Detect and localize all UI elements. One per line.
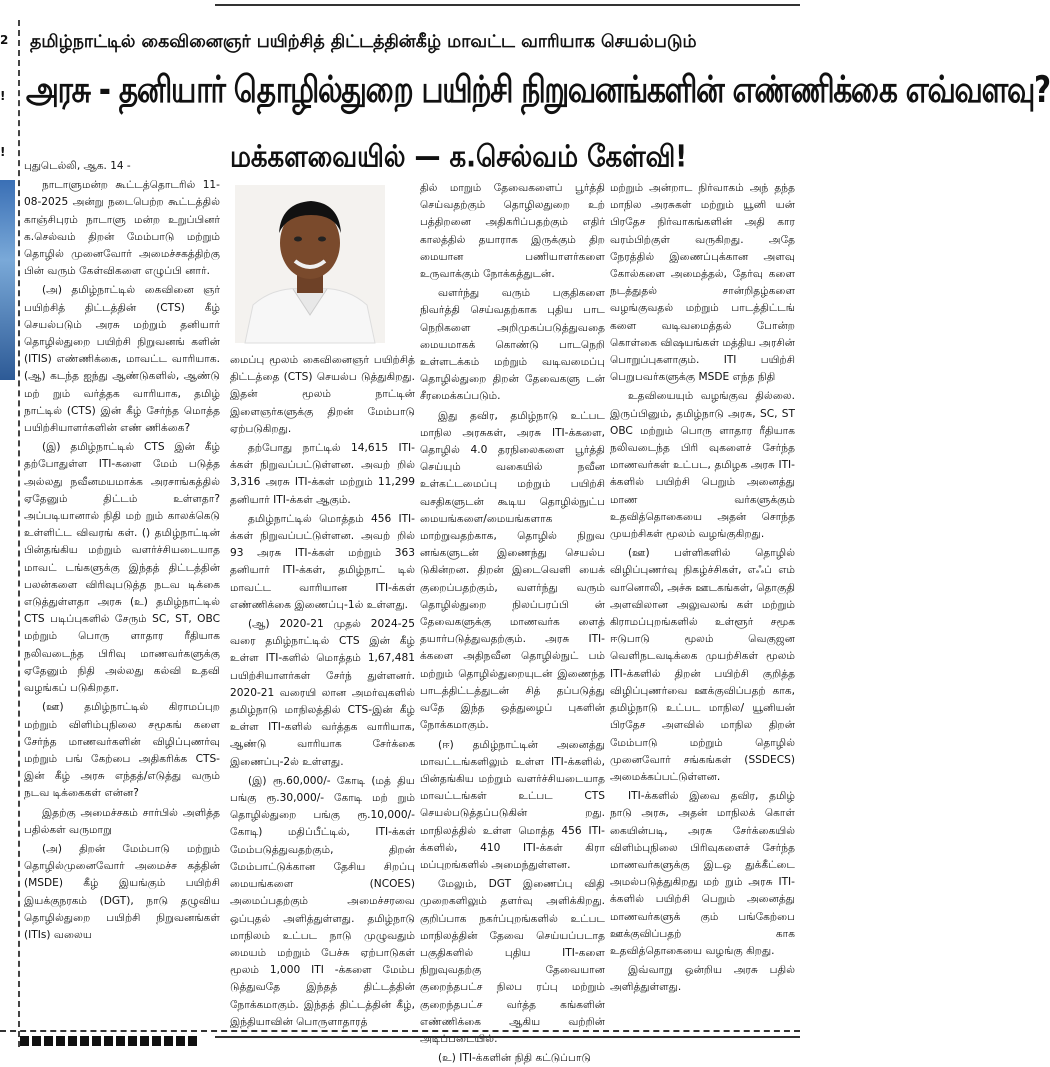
- paragraph: உதவியையும் வழங்குவ தில்லை. இருப்பினும், தமிழ்நாடு அரசு, SC, ST OBC மற்றும் பொரு ளாதார ரீதியாக நலிவடைந்த பிரி வுகளைச் சேர்ந்த மாணவர்கள் உட்பட, தமிழக அரசு ITI-க்களில் பயிற்சி பெறும் அனைத்து மாண வர்களுக்கும் உதவித்தொகையை அதன் சொந்த முயற்சிகள் மூலம் வழங்குகிறது.: [610, 390, 795, 541]
- paragraph: (அ) திறன் மேம்பாடு மற்றும் தொழில்முனைவோர் அமைச்ச கத்தின் (MSDE) கீழ் இயங்கும் பயிற்சி இயக்குநரகம் (DGT), நாடு தழுவிய தொழில்துறை பயிற்சி நிறுவனங்கள் (ITIs) வலைய: [24, 842, 220, 941]
- paragraph: இவ்வாறு ஒன்றிய அரசு பதில் அளித்துள்ளது.: [610, 964, 795, 994]
- article-column-1: [24, 158, 220, 1013]
- paragraph: மற்றும் அன்றாட நிர்வாகம் அந் தந்த மாநில அரசுகள் மற்றும் யூனி யன் பிரதேச நிர்வாகங்களின் அதி கார வரம்பிற்குள் வருகிறது. அதே நேரத்தில் இணைப்புக்கான அளவு கோல்களை அமைத்தல், தேர்வு களை நடத்துதல் சான்றிதழ்களை வழங்குவதல் மற்றும் பாடத்திட்டங் களை வடிவமைத்தல் போன்ற கொள்கை விஷயங்கள் மத்திய அரசின் பொறுப்புகளாகும். ITI பயிற்சி பெறுபவர்களுக்கு MSDE எந்த நிதி: [610, 182, 795, 384]
- paragraph: (இ) ரூ.60,000/- கோடி (மத் திய பங்கு ரூ.30,000/- கோடி மற் றும் தொழில்துறை பங்கு ரூ.10,000/- கோடி) மதிப்பீட்டில், ITI-க்கள் மேம்படுத்துவதற்கும், திறன் மேம்பாட்டுக்கான தேசிய சிறப்பு மையங்களை (NCOES) அமைப்பதற்கும் அமைச்சரவை ஒப்புதல் அளித்துள்ளது. தமிழ்நாடு மாநிலம் உட்பட நாடு முழுவதும் மையம் மற்றும் பேச்சு ஏற்பாடுகள் மூலம் 1,000 ITI -க்களை மேம்ப டுத்துவதே இந்தத் திட்டத்தின் நோக்கமாகும். இந்தத் திட்டத்தின் கீழ், இந்தியாவின் பொருளாதாரத்: [230, 774, 415, 1028]
- paragraph: (உ) ITI-க்களின் நிதி கட்டுப்பாடு: [438, 1052, 591, 1065]
- margin-fragment: !: [0, 89, 6, 103]
- paragraph: (ஈ) தமிழ்நாட்டின் அனைத்து மாவட்டங்களிலும் உள்ள ITI-க்களில், பின்தங்கிய மற்றும் வளர்ச்சியடையாத மாவட்டங்கள் உட்பட CTS செயல்படுத்தப்படுகின் றது. மாநிலத்தில் உள்ள மொத்த 456 ITI-க்களில், 410 ITI-க்கள் கிரா மப்புறங்களில் அமைந்துள்ளன.: [420, 738, 605, 871]
- paragraph: இது தவிர, தமிழ்நாடு உட்பட மாநில அரசுகள், அரசு ITI-க்களை, தொழில் 4.0 தரநிலைகளை பூர்த்தி செய்யும் வகையில் நவீன உள்கட்டமைப்பு மற்றும் பயிற்சி வசதிகளுடன் கூடிய தொழில்நுட்ப மையங்களை/மையங்களாக மாற்றுவதற்காக, தொழில் நிறுவ னங்களுடன் இணைந்து செயல்ப டுகின்றன. திறன் இடைவெளி யைக் குறைப்பதற்கும், வளர்ந்து வரும் தொழில்துறை நிலப்பரப்பி ன் தேவைகளுக்கு மாணவர்க ளைத் தயார்படுத்துவதற்கும். அரசு ITI-க்களை அதிநவீன தொழில்நுட் பம் மற்றும் தொழில்துறையுடன் இணைந்த பாடத்திட்டத்துடன் சித் தப்படுத்து வதே இந்த ஒத்துழைப் புகளின் நோக்கமாகும்.: [420, 409, 605, 732]
- paragraph: இதற்கு அமைச்சகம் சார்பில் அளித்த பதில்கள் வருமாறு: [24, 806, 220, 836]
- paragraph: (ஊ) பள்ளிகளில் தொழில் விழிப்புணர்வு நிகழ்ச்சிகள், எஃப் எம் வானொலி, அச்சு ஊடகங்கள், தொகுதி அளவிலான அலுவலங் கள் மற்றும் கிராமப்புறங்களில் உள்ளூர் சமூக ஈடுபாடு மூலம் வெகுஜன வெளிநடவடிக்கை முயற்சிகள் மூலம் ITI-க்களில் திறன் பயிற்சி குறித்த விழிப்புணர்வை ஊக்குவிப்பதற் காக, தமிழ்நாடு உட்பட மாநில/ யூனியன் பிரதேச அளவில் மாநில திறன் மேம்பாடு மற்றும் தொழில் முனைவோர் சங்கங்கள் (SSDECS) அமைக்கப்பட்டுள்ளன.: [610, 547, 795, 783]
- headline-kicker: தமிழ்நாட்டில் கைவினைஞர் பயிற்சித் திட்டத்தின்கீழ் மாவட்ட வாரியாக செயல்படும்: [30, 32, 697, 52]
- portrait-photo: [235, 185, 385, 343]
- margin-fragment: !: [0, 145, 6, 159]
- paragraph: (ஆ) 2020-21 முதல் 2024-25 வரை தமிழ்நாட்டில் CTS இன் கீழ் உள்ள ITI-களில் மொத்தம் 1,67,481 பயிற்சியாளர்கள் சேர்ந் துள்ளனர். 2020-21 வரையி லான அமர்வுகளில் தமிழ்நாடு மாநிலத்தில் CTS-இன் கீழ் உள்ள ITI-களில் வர்த்தக வாரியாக, ஆண்டு வாரியாக சேர்க்கை இணைப்பு-2ல் உள்ளது.: [230, 618, 415, 768]
- paragraph: (அ) தமிழ்நாட்டில் கைவினை ஞர் பயிற்சித் திட்டத்தின் (CTS) கீழ் செயல்படும் அரசு மற்றும் தனியார் தொழில்துறை பயிற்சி நிறுவனங் களின் (ITIS) எண்ணிக்கை, மாவட்ட வாரியாக. (ஆ) கடந்த ஐந்து ஆண்டுகளில், ஆண்டு மற் றும் வர்த்தக வாரியாக, தமிழ் நாட்டில் (CTS) இன் கீழ் சேர்ந்த மொத்த பயிற்சியாளர்களின் எண் ணிக்கை?: [24, 284, 220, 435]
- paragraph: மைப்பு மூலம் கைவினைஞர் பயிற்சித் திட்டத்தை (CTS) செயல்ப டுத்துகிறது. இதன் மூலம் நாட்டின் இளைஞர்களுக்கு திறன் மேம்பாடு ஏற்படுகிறது.: [230, 354, 415, 435]
- paragraph: தில் மாறும் தேவைகளைப் பூர்த்தி செய்வதற்கும் தொழிலதுறை உற் பத்திறனை அதிகரிப்பதற்கும் எதிர் காலத்தில் தயாராக இருக்கும் திற மையான பணியாளர்களை உருவாக்கும் நோக்கத்துடன்.: [420, 182, 605, 281]
- dateline: புதுடெல்லி, ஆக. 14 -: [24, 160, 131, 172]
- headline-main: அரசு - தனியார் தொழில்துறை பயிற்சி நிறுவனங்களின் எண்ணிக்கை எவ்வளவு?: [26, 68, 1050, 111]
- margin-fragment: 2: [0, 33, 9, 47]
- top-rule: [0, 0, 800, 16]
- article-column-4: [610, 180, 795, 1032]
- paragraph: மேலும், DGT இணைப்பு விதி முறைகளிலும் தளர்வு அளிக்கிறது. குறிப்பாக நகர்ப்புறங்களில் உட்பட மாநிலத்தின் தேவை செய்யப்படாத பகுதிகளில் புதிய ITI-களை நிறுவுவதற்கு தேவையான குறைந்தபட்ச நிலப ரப்பு மற்றும் குறைந்தபட்ச வர்த்த கங்களின் எண்ணிக்கை ஆகிய வற்றின் அடிப்படையில்.: [420, 878, 605, 1045]
- left-margin-adjacent-article: [0, 20, 20, 1047]
- paragraph: நாடாளுமன்ற கூட்டத்தொடரில் 11-08-2025 அன்று நடைபெற்ற கூட்டத்தில் காஞ்சிபுரம் நாடாளு மன்ற உறுப்பினர் க.செல்வம் திறன் மேம்பாடு மற்றும் தொழில் முனைவோர் அமைச்சகத்திற்கு பின் வரும் கேள்விகளை எழுப்பி னார்.: [24, 179, 220, 278]
- paragraph: ITI-க்களில் இவை தவிர, தமிழ் நாடு அரசு, அதன் மாநிலக் கொள் கையின்படி, அரசு சேர்க்கையில் விளிம்புநிலை பிரிவுகளைச் சேர்ந்த மாணவர்களுக்கு இடஒ துக்கீட்டை அமல்படுத்துகிறது மற் றும் அரசு ITI-க்களில் பயிற்சி பெறும் அனைத்து மாணவர்களுக் கும் பங்கேற்பை ஊக்குவிப்பதற் காக உதவித்தொகையை வழங்கு கிறது.: [610, 790, 795, 957]
- portrait-illustration: [235, 185, 385, 343]
- bottom-rule: [0, 1030, 800, 1047]
- paragraph: (ஊ) தமிழ்நாட்டில் கிராமப்புற மற்றும் விளிம்புநிலை சமூகங் களை சேர்ந்த மாணவர்களின் விழிப்புணர்வு மற்றும் பங் கேற்பை அதிகரிக்க CTS-இன் கீழ் அரசு எந்தத்/எடுத்து வரும் நடவ டிக்கைகள் என்ன?: [24, 701, 220, 800]
- paragraph: தமிழ்நாட்டில் மொத்தம் 456 ITI-க்கள் நிறுவப்பட்டுள்ளன. அவற் றில் 93 அரசு ITI-க்கள் மற்றும் 363 தனியார் ITI-க்கள், தமிழ்நாட் டில் மாவட்ட வாரியான ITI-க்கள் எண்ணிக்கை இணைப்பு-1ல் உள்ளது.: [230, 512, 415, 611]
- article-column-2: [230, 352, 415, 1032]
- article-column-3: [420, 180, 605, 1065]
- margin-photo: [0, 180, 15, 380]
- paragraph: வளர்ந்து வரும் பகுதிகளை நிவர்த்தி செய்வதற்காக புதிய பாட நெறிகளை அறிமுகப்படுத்துவதை மையமாகக் கொண்டு பாடநெறி உள்ளடக்கம் மற்றும் வடிவமைப்பு தொழில்துறை திறன் தேவைகளு டன் சீரமைக்கப்படும்.: [420, 287, 605, 403]
- paragraph: (இ) தமிழ்நாட்டில் CTS இன் கீழ் தற்போதுள்ள ITI-களை மேம் படுத்த அல்லது நவீனமயமாக்க அரசாங்கத்தில் ஏதேனும் திட்டம் உள்ளதா? அப்படியானால் நிதி மற் றும் காலக்கெடு உள்ளிட்ட விவரங் கள். () தமிழ்நாட்டின் பின்தங்கிய மற்றும் வளர்ச்சியடையாத மாவட் டங்களுக்கு இந்தத் திட்டத்தின் பலன்களை விரிவுபடுத்த நடவ டிக்கை எடுத்துள்ளதா அரசு (உ) தமிழ்நாட்டில் CTS படிப்புகளில் சேரும் SC, ST, OBC மற்றும் பொரு ளாதார ரீதியாக நலிவடைந்த பிரிவு மாணவர்களுக்கு ஏதேனும் நிதி அல்லது கல்வி உதவி வழங்கப் படுகிறதா.: [24, 441, 220, 695]
- headline-sub: மக்களவையில் — க.செல்வம் கேள்வி!: [230, 140, 688, 175]
- paragraph: தற்போது நாட்டில் 14,615 ITI-க்கள் நிறுவப்பட்டுள்ளன. அவற் றில் 3,316 அரசு ITI-க்கள் மற்றும் 11,299 தனியார் ITI-க்கள் ஆகும்.: [230, 442, 415, 506]
